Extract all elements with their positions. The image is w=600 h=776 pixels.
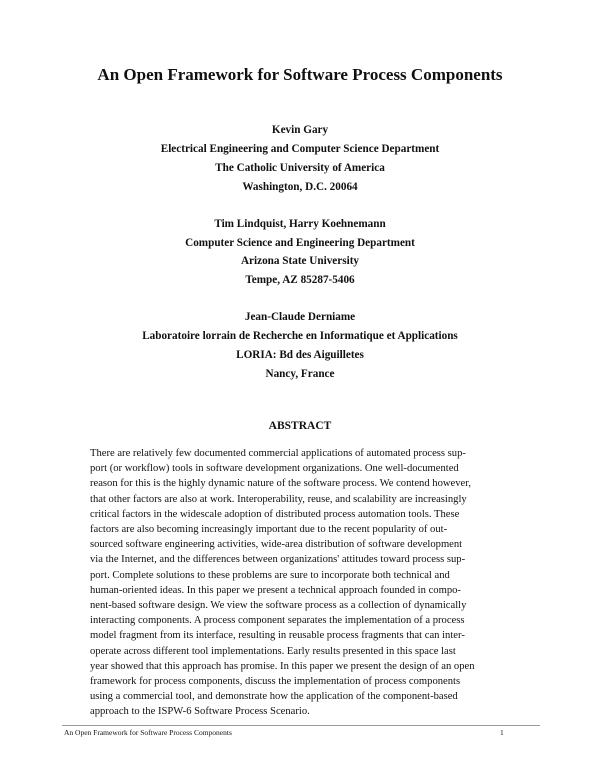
author-name: Kevin Gary — [271, 124, 329, 136]
author-department: Computer Science and Engineering Department — [185, 236, 415, 249]
author-list — [0, 121, 600, 402]
abstract-line: nent-based software design. We view the software process as a collection of dynamically — [90, 600, 467, 612]
abstract-line: year showed that this approach has promise. In this paper we present the design of an open — [90, 660, 475, 672]
abstract-line: factors are also becoming increasingly important due to the recent popularity of out- — [90, 524, 448, 536]
abstract-line: via the Internet, and the differences between organizations' attitudes toward process sup- — [90, 554, 466, 566]
footer-divider — [62, 725, 540, 726]
page-number: 1 — [500, 728, 504, 737]
abstract-line: that other factors are also at work. Interoperability, reuse, and scalability are increasingly — [90, 493, 467, 505]
author-block — [0, 215, 600, 291]
author-institution: LORIA: Bd des Aiguilletes — [236, 349, 364, 362]
author-block — [0, 308, 600, 384]
abstract-line: reason for this is the highly dynamic nature of the software process. We contend however, — [90, 478, 471, 490]
author-name: Tim Lindquist, Harry Koehnemann — [214, 217, 386, 230]
abstract-line: critical factors in the widescale adoption of distributed process automation tools. These — [90, 508, 460, 520]
author-address: Washington, D.C. 20064 — [242, 180, 358, 193]
author-block — [0, 121, 600, 197]
abstract-line: port (or workflow) tools in software development organizations. One well-documented — [90, 463, 459, 475]
author-name: Jean-Claude Derniame — [244, 311, 356, 324]
author-institution: Arizona State University — [240, 255, 360, 268]
author-department: Electrical Engineering and Computer Science Department — [160, 142, 440, 155]
abstract-heading: ABSTRACT — [268, 420, 332, 432]
abstract-body — [90, 446, 514, 720]
abstract-line: interacting components. A process component separates the implementation of a process — [90, 615, 465, 627]
abstract-line: using a commercial tool, and demonstrate how the application of the component-based — [90, 691, 458, 703]
abstract-line: There are relatively few documented commercial applications of automated process sup- — [90, 448, 466, 459]
abstract-line: operate across different tool implementations. Early results presented in this space last — [90, 645, 456, 657]
abstract-line: port. Complete solutions to these problems are sure to incorporate both technical and — [90, 569, 450, 581]
abstract-line: human-oriented ideas. In this paper we present a technical approach founded in compo- — [90, 584, 461, 596]
author-address: Tempe, AZ 85287-5406 — [245, 274, 355, 287]
abstract-line: approach to the ISPW-6 Software Process Scenario. — [90, 706, 310, 718]
author-department: Laboratoire lorrain de Recherche en Informatique et Applications — [142, 330, 458, 343]
abstract-line: model fragment from its interface, resulting in reusable process fragments that can inter- — [90, 630, 465, 642]
footer-title: An Open Framework for Software Process Components — [64, 728, 232, 737]
author-institution: The Catholic University of America — [215, 161, 385, 174]
author-address: Nancy, France — [265, 367, 335, 380]
abstract-line: framework for process components, discuss the implementation of process components — [90, 676, 461, 688]
abstract-line: sourced software engineering activities, wide-area distribution of software development — [90, 539, 463, 551]
paper-title: An Open Framework for Software Process Components — [97, 65, 503, 84]
